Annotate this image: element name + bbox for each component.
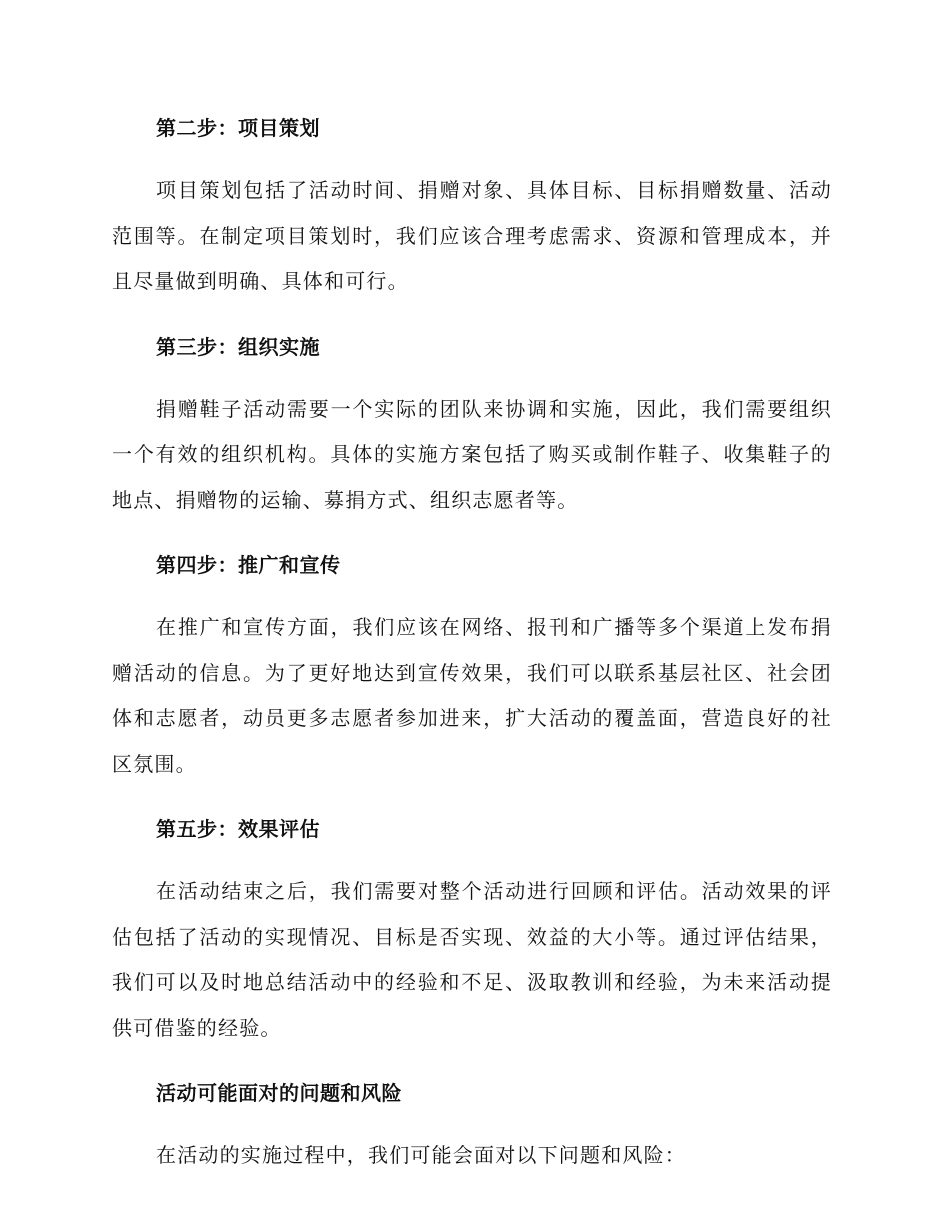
section-heading-risks: 活动可能面对的问题和风险	[156, 1081, 402, 1105]
section-paragraph-step-five: 在活动结束之后，我们需要对整个活动进行回顾和评估。活动效果的评估包括了活动的实现情况、目标是否实现、效益的大小等。通过评估结果，我们可以及时地总结活动中的经验和不足、汲取教训和经验，为未来活动提供可借鉴的经验。	[112, 879, 832, 1040]
section-heading-step-four: 第四步：推广和宣传	[156, 553, 341, 577]
section-paragraph-risks: 在活动的实施过程中，我们可能会面对以下问题和风险：	[156, 1143, 686, 1167]
section-paragraph-step-four: 在推广和宣传方面，我们应该在网络、报刊和广播等多个渠道上发布捐赠活动的信息。为了更好地达到宣传效果，我们可以联系基层社区、社会团体和志愿者，动员更多志愿者参加进来，扩大活动的覆盖面，营造良好的社区氛围。	[112, 615, 832, 776]
section-heading-step-two: 第二步：项目策划	[156, 116, 320, 140]
section-paragraph-step-two: 项目策划包括了活动时间、捐赠对象、具体目标、目标捐赠数量、活动范围等。在制定项目策划时，我们应该合理考虑需求、资源和管理成本，并且尽量做到明确、具体和可行。	[112, 178, 832, 293]
section-paragraph-step-three: 捐赠鞋子活动需要一个实际的团队来协调和实施，因此，我们需要组织一个有效的组织机构。具体的实施方案包括了购买或制作鞋子、收集鞋子的地点、捐赠物的运输、募捐方式、组织志愿者等。	[112, 396, 832, 512]
document-body	[112, 112, 832, 1205]
section-heading-step-five: 第五步：效果评估	[156, 817, 320, 841]
section-heading-step-three: 第三步：组织实施	[156, 334, 320, 359]
